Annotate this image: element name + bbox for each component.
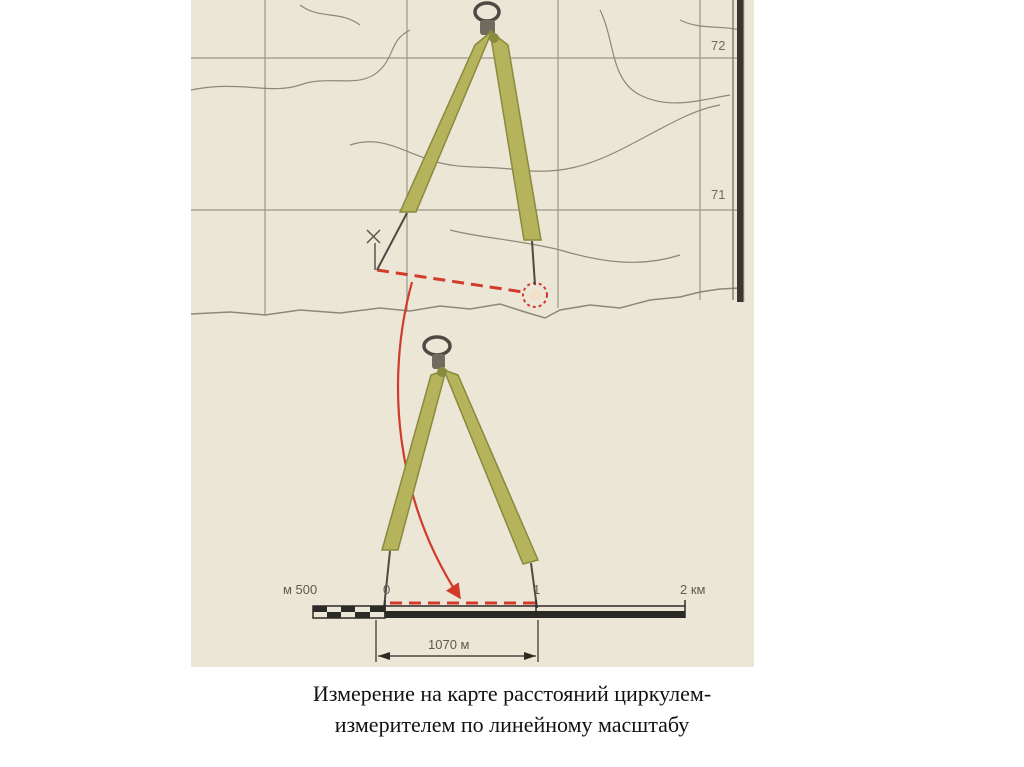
caption-line-2: измерителем по линейному масштабу [334,712,690,737]
grid-label-71: 71 [711,187,726,202]
caption-line-1: Измерение на карте расстояний циркулем- [312,681,712,706]
scale-label-2km: 2 км [680,582,706,597]
measured-distance-label: 1070 м [428,637,470,652]
grid-label-72: 72 [711,38,726,53]
scale-label-500m: м 500 [283,582,318,597]
scale-label-zero: 0 [383,582,391,597]
map-paper [191,0,754,667]
scale-label-one: 1 [533,582,541,597]
caption [160,678,864,740]
